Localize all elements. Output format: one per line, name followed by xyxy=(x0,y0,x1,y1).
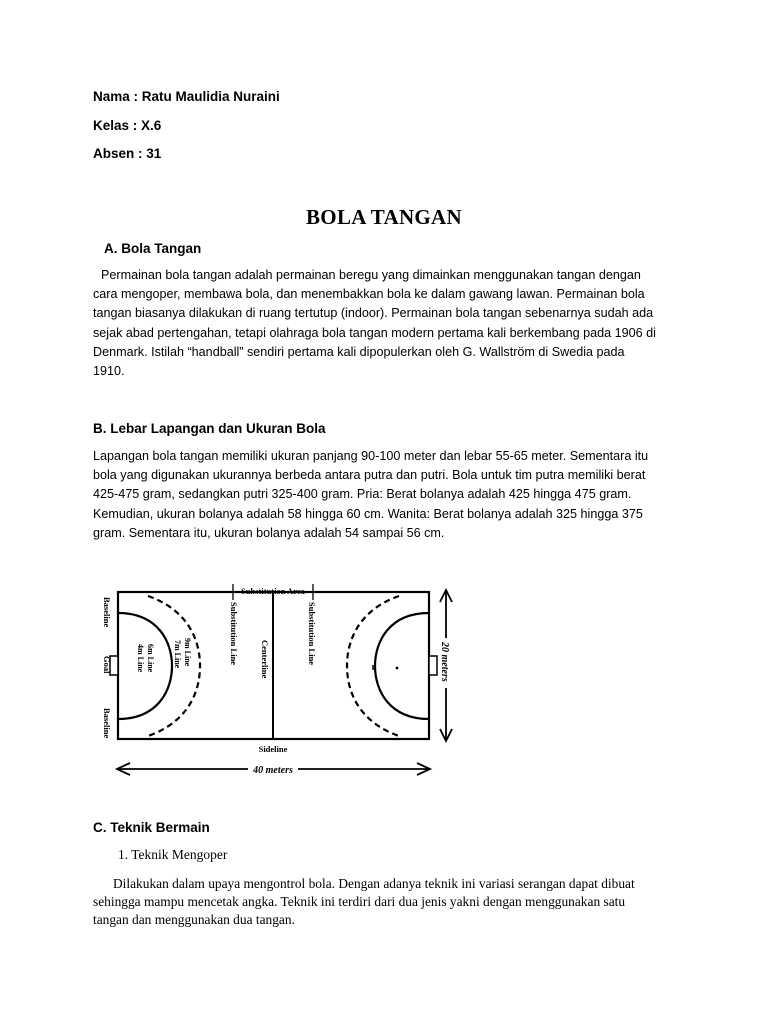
student-name: Nama : Ratu Maulidia Nuraini xyxy=(93,89,280,104)
section-b-line: Lapangan bola tangan memiliki ukuran panjang 90-100 meter dan lebar 55-65 meter. Sementara itu xyxy=(93,449,649,463)
section-c-line: Dilakukan dalam upaya mengontrol bola. Dengan adanya teknik ini variasi serangan dapat dibuat xyxy=(113,876,635,891)
section-b-heading: B. Lebar Lapangan dan Ukuran Bola xyxy=(93,421,326,436)
right-goal xyxy=(429,656,437,675)
section-b-line: Kemudian, ukuran bolanya adalah 58 hingga 60 cm. Wanita: Berat bolanya adalah 325 hingga 375 xyxy=(93,506,643,521)
7m-line-label: 7m Line xyxy=(173,640,182,669)
6m-line-label: 6m Line xyxy=(146,644,155,673)
handball-court-diagram xyxy=(90,580,470,780)
section-a-paragraph xyxy=(93,266,683,381)
student-class: Kelas : X.6 xyxy=(93,118,162,133)
section-a-line: tangan biasanya dilakukan di ruang tertutup (indoor). Permainan bola tangan sebenarnya sudah ada xyxy=(93,306,654,321)
section-a-line: cara mengoper, membawa bola, dan menembakkan bola ke dalam gawang lawan. Permainan bola xyxy=(93,287,645,302)
page-title: BOLA TANGAN xyxy=(306,205,462,229)
width-dimension-label: 20 meters xyxy=(439,642,450,682)
baseline-label-bottom: Baseline xyxy=(102,708,112,739)
section-b-paragraph xyxy=(93,447,683,543)
section-b-line: bola yang digunakan ukurannya berbeda antara putra dan putri. Bola untuk tim putra memiliki berat xyxy=(93,468,646,483)
sideline-label: Sideline xyxy=(258,744,288,754)
section-c-heading: C. Teknik Bermain xyxy=(93,820,210,835)
section-c-subheading: 1. Teknik Mengoper xyxy=(118,847,228,862)
goal-label: Goal xyxy=(102,656,112,674)
section-a-line: Permainan bola tangan adalah permainan beregu yang dimainkan menggunakan tangan dengan xyxy=(101,268,641,282)
section-a-line: Denmark. Istilah “handball” sendiri pertama kali dipopulerkan oleh G. Wallström di Swedia pada xyxy=(93,344,625,359)
substitution-line-label-left: Substitution Line xyxy=(229,602,239,666)
centerline-label: Centerline xyxy=(260,640,270,679)
baseline-label-top: Baseline xyxy=(102,597,112,628)
length-dimension-label: 40 meters xyxy=(253,765,293,776)
substitution-line-label-right: Substitution Line xyxy=(307,602,317,666)
right-7m-mark xyxy=(396,667,399,670)
section-b-line: 425-475 gram, sedangkan putri 325-400 gram. Pria: Berat bolanya adalah 425 hingga 475 gram. xyxy=(93,487,632,502)
section-a-line: 1910. xyxy=(93,364,125,379)
right-6m-area xyxy=(375,613,429,719)
student-absen: Absen : 31 xyxy=(93,146,162,161)
section-c-line: sehingga mampu mencetak angka. Teknik ini terdiri dari dua jenis yakni dengan menggunakan satu xyxy=(93,894,626,909)
section-a-line: sejak abad pertengahan, tetapi olahraga bola tangan modern pertama kali berkembang pada 1906 di xyxy=(93,325,656,340)
4m-line-label: 4m Line xyxy=(136,644,145,673)
section-b-line: gram. Sementara itu, ukuran bolanya adalah 54 sampai 56 cm. xyxy=(93,525,445,540)
section-c-paragraph xyxy=(93,875,693,929)
substitution-area-label: Substitution Area xyxy=(241,586,305,596)
9m-line-label: 9m Line xyxy=(183,638,192,667)
section-c-line: tangan dan menggunakan dua tangan. xyxy=(93,912,295,927)
section-a-heading: A. Bola Tangan xyxy=(104,241,202,256)
